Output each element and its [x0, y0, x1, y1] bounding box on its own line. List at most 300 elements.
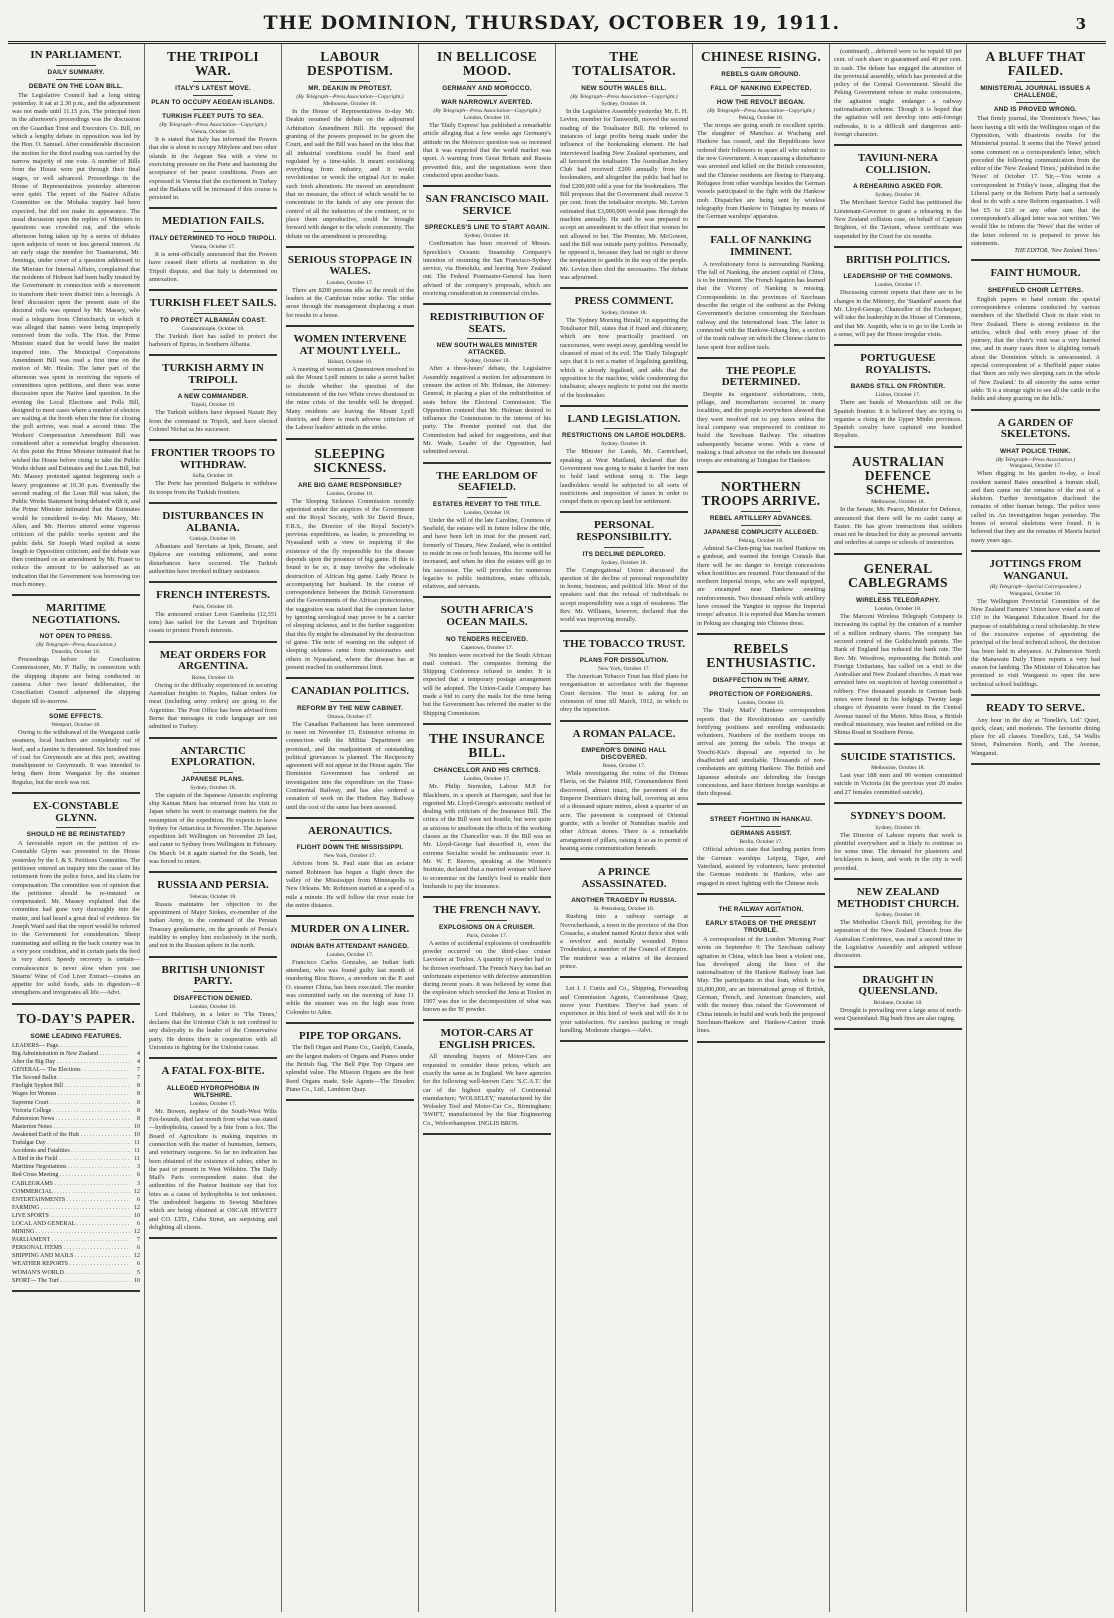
article-body: English papers to hand contain the special correspondence columns conducted by various members of the Sheffield Choir in their visit to New Zealand. There is strong evidence in the articles, which deal with every phase of the journey, that the choir's visit was a very hurried one, and in many cases there is slighting remark about the Dominion which is unwarranted. A special correspondent of a Sheffield paper states that 'there are only two sleeping cars in the whole of New Zealand.' In all sincerity the same writer adds: 'It is a strange sight to see all the cattle in the fields and sheep grazing on the hills.' [971, 295, 1100, 403]
article-dateline: Sydney, October 18. [464, 358, 510, 365]
contents-label: COMMERCIAL . . . [12, 1188, 130, 1196]
article-body: The Bell Organ and Piano Co., Guelph, Canada, are the largest makers of Organs and Pianos under the British flag. The Bell Pipe Top Organs are splendid value. The Mission Organs are the best Reed Organs made. Sole Agents—The Dresden Piano Co., Ltd., Lambton Quay. [286, 1044, 414, 1093]
article-subheading: REBELS GAIN GROUND. [721, 71, 801, 79]
article-divider [286, 325, 414, 327]
article-dateline: St. Petersburg, October 18. [593, 906, 655, 913]
article-subheading: SOME LEADING FEATURES. [30, 1032, 122, 1040]
article-dateline: Cettinje, October 18. [189, 536, 237, 543]
contents-page: 7 [137, 1237, 140, 1244]
article [697, 480, 825, 635]
article-body: Proceedings before the Conciliation Commissioner, Mr. P. Hally, in connection with the shipping dispute are being conducted in camera. After two hours' deliberation, the Conciliation Council adjourned the shipping dispute till to-morrow. [12, 656, 140, 705]
contents-row [12, 1163, 140, 1171]
article-subheading: PROTECTION OF FOREIGNERS. [709, 691, 813, 699]
contents-row [12, 1196, 140, 1204]
headline-rule [741, 81, 781, 82]
article-headline: A GARDEN OF SKELETONS. [997, 416, 1074, 441]
article-body: The Turkish fleet has sailed to protect the harbours of Epirus, in Southern Albania. [149, 332, 277, 348]
article-headline: A FATAL FOX-BITE. [161, 1065, 265, 1078]
article-divider [149, 1237, 277, 1239]
article-byline: (By Telegraph—Special Correspondent.) [989, 584, 1082, 591]
contents-row [12, 1260, 140, 1268]
article-divider [423, 1019, 551, 1021]
headline-rule [330, 939, 370, 940]
article [423, 732, 551, 898]
article-divider [697, 633, 825, 635]
contents-page: 6 [137, 1261, 140, 1268]
article [149, 448, 277, 504]
article-dateline: Sydney, October 18. [601, 441, 647, 448]
article-divider [697, 226, 825, 228]
article [149, 298, 277, 356]
article-divider [149, 502, 277, 504]
article-subheading: EXPLOSIONS ON A CRUISER. [439, 923, 535, 931]
article-subheading: BANDS STILL ON FRONTIER. [850, 383, 946, 391]
article-body: The 'Daily Mail's' Hankow correspondent reports that the Revolutionists are carefully fortifying positions and enrolling enthusiastic volunteers. Numbers of the northern troops on arrival are joining the rebels. The troops at Yoochi-Kia's disposal are reported to be disaffected and unreliable. Thousands of non-combatants are quitting Hankow. The British and Japanese admirals are defending the foreign concessions, and have thirteen foreign warships at their disposal. [697, 707, 825, 798]
article-divider [560, 405, 688, 407]
article-dateline: Vienna, October 17. [190, 243, 236, 250]
contents-page: 10 [134, 1212, 140, 1219]
article-subheading: WIRELESS TELEGRAPHY. [856, 597, 940, 605]
contents-row [12, 1115, 140, 1123]
contents-page: 12 [134, 1188, 140, 1195]
article [149, 1066, 277, 1239]
article-subheading: ITALY DETERMINED TO HOLD TRIPOLI. [149, 234, 277, 242]
article-body: The Sleeping Sickness Commission recently appointed under the auspices of the Government and the Royal Society, with Sir David Bruce, F.R.S., the Director of the Royal Society's previous expeditions, as leader, is proceeding to Nyasaland with a view to inquiring if the existence of the fly responsible for the disease depends upon the presence of big game. If this is found to be so, it may involve the wholesale destruction of African big game. Lady Bruce is accompanying her husband. In the course of correspondence between the British Government and the Governments of the African protectorates, the suggestion was raised that the common factor by ignoring serological may prove to be a carrier of sleeping sickness, and to the further suggestion that this fly might be eliminated by the destruction of game. The note of warning on the subject of sleeping sickness came from missionaries and others in Nyasaland, where the disease has at present reached its southernmost limit. [286, 497, 414, 671]
article-divider [149, 1057, 277, 1059]
article [834, 153, 962, 248]
article-headline: DISTURBANCES IN ALBANIA. [162, 509, 264, 534]
article-headline: A PRINCE ASSASSINATED. [581, 866, 667, 890]
article-dateline: London, October 18. [463, 509, 511, 516]
article-body: In the Legislative Assembly yesterday Mr. E. H. Levien, member for Tamworth, moved the second reading of the Totalisator Bill. He referred to instances of large profits being made under the influence of the bookmaking element. He had interviewed leading New Zealand sportsmen, and all favoured the totalisator. The Australian Jockey Club had received £200 annually from the bookmakers, and altogether the public had had to find £200,000 odd a year for the bookmakers. The Bill proposes that the Government shall receive 5 per cent. from the totalisator receipts. Mr. Levien estimated that £3,000,000 would pass through the machine annually. He said he was prepared to accept an amendment to the effect that women be not allowed to bet. The Premier, Mr. McGowen, said the Bill was outside party politics. Personally, he opposed it, because they had no right to throw the temptation to gamble in the way of the people. Mr. Levien then chid the necessaries. The debate was adjourned. [560, 108, 688, 281]
headline-rule [467, 497, 507, 498]
article-dateline: Peking, October 18. [738, 114, 784, 121]
article-headline: MOTOR-CARS AT ENGLISH PRICES. [439, 1027, 535, 1051]
article-body: The troops are going south in excellent spirits. The slaughter of Manchus at Wuchang and Hankow has ceased, and the Republicans have ordered their followers to spare all who submit to the new Government. A man causing a disturbance was arrested and killed on the British concession, and the Chinese residents are fleeing to Hanyang. Refugees from other warships besides the German vessels participated in the fight with the Hankow mob. Dispatches are being sent by wireless telegraphy from Hankow to Tsingtau by means of the German warships' apparatus. [697, 121, 826, 221]
contents-row [12, 1188, 140, 1196]
article-headline: MARITIME NEGOTIATIONS. [31, 602, 121, 626]
article-headline: TURKISH FLEET SAILS. [149, 297, 277, 310]
article-body: Mr. Philip Snowden, Labour M.P. for Blackburn, in a speech at Harrogate, said that he regretted Mr. Lloyd-George's autocratic method of dealing with criticism of the Insurance Bill. The critics of the Bill were not hostile, but were quite as anxious to ameliorate the effects of the working classes as the Chancellor was. If the Bill was as Mr. Lloyd-George had described it, even the extreme Socialist would be enthusiastic over it. Mr. W. F. Reeves, speaking at the Women's Institute, declared that a married woman will have to economise on the family's food to enable their husbands to pay the insurance. [423, 783, 551, 890]
contents-page: 8 [137, 1091, 140, 1098]
article [149, 216, 277, 291]
article-body: The 'Daily Express' has published a remarkable article alleging that a few weeks ago Germany's attitude on the Morocco question was so incensed that it was expected that the world market was upset. A warning from Great Britain and Russia prevented this, and the negotiations were then conducted upon another basis. [423, 122, 551, 179]
contents-label: Big Administration in New Zealand . . . [12, 1050, 130, 1058]
contents-row [12, 1277, 140, 1285]
headline-rule [467, 632, 507, 633]
article-subheading: ANOTHER TRAGEDY IN RUSSIA. [571, 897, 677, 905]
contents-label: Supreme Court . . . [12, 1099, 130, 1107]
article [697, 642, 825, 806]
article-headline: BRITISH UNIONIST PARTY. [161, 963, 265, 988]
article-headline: THE EARLDOM OF SEAFIELD. [436, 469, 538, 494]
article-headline: THE TRIPOLI WAR. [167, 49, 259, 79]
article-dateline: Sydney, October 18. [875, 912, 921, 919]
article-headline: PRESS COMMENT. [574, 295, 674, 308]
headline-rule [193, 389, 233, 390]
article-divider [149, 737, 277, 739]
article-dateline: Melbourne, October 18. [323, 101, 377, 108]
contents-page: 7 [137, 1067, 140, 1074]
article-headline: CANADIAN POLITICS. [291, 685, 409, 698]
article-divider [423, 723, 551, 725]
article-headline: A BLUFF THAT FAILED. [985, 49, 1086, 79]
article-subheading: FALL OF NANKING EXPECTED. [710, 85, 812, 93]
article-dateline: Sydney, October 18. [190, 784, 236, 791]
contents-row [12, 1269, 140, 1277]
column-7 [830, 44, 967, 1612]
headline-rule [878, 179, 918, 180]
article-headline: PERSONAL RESPONSIBILITY. [576, 519, 672, 543]
article-headline: SLEEPING SICKNESS. [313, 445, 387, 475]
headline-rule [878, 593, 918, 594]
contents-page: 7 [137, 1075, 140, 1082]
article-body: A series of accidental explosions of combustible powder occurred on the third-class cruiser Lavoisier at Toulon. A quantity of powder had to be thrown overboard. The French Navy has had an unfortunate experience with defective ammunition during recent years. It was believed by some that the explosion which wrecked the Jena at Toulon in 1907 was due to the decomposition of what was known as the 'B' powder. [423, 939, 551, 1014]
article-body: The captain of the Japanese Antarctic exploring ship Kainan Maru has returned from his visit to Japan where he went to rearrange matters for the resumption of the expedition. He expects to leave Sydney for Antarctica in November. The Japanese expedition left Wellington on November 29 last, and came to Sydney from Wellington in February. On March 14 it again started for the South, but was forced to return. [149, 791, 277, 866]
article-subheading: A REHEARING ASKED FOR. [853, 183, 943, 191]
headline-rule [741, 511, 781, 512]
article-divider [834, 344, 962, 346]
article-dateline: Paris, October 17. [466, 932, 508, 939]
contents-label: Firelight Syphon Bill . . . [12, 1082, 130, 1090]
article-dateline: Melbourne, October 18. [871, 765, 925, 772]
article-headline: JOTTINGS FROM WANGANUI. [989, 557, 1082, 582]
article-dateline: London, October 18. [737, 700, 785, 707]
article-subheading: REFORM BY THE NEW CABINET. [297, 704, 403, 712]
contents-page: 12 [134, 1229, 140, 1236]
article [286, 924, 414, 1024]
headline-rule [1016, 102, 1056, 103]
article-dateline: Constantinople, October 18. [181, 325, 245, 332]
contents-row [12, 1066, 140, 1074]
contents-row [12, 1147, 140, 1155]
headline-rule [878, 379, 918, 380]
contents-row [12, 1082, 140, 1090]
article-divider [834, 553, 962, 555]
article-headline: SAN FRANCISCO MAIL SERVICE [425, 193, 549, 217]
contents-row [12, 1099, 140, 1107]
article [697, 812, 825, 894]
contents-label: Red Cross Meeting . . . [12, 1171, 130, 1179]
article [560, 50, 688, 289]
headline-rule [604, 428, 644, 429]
article-divider [149, 354, 277, 356]
article-headline: AERONAUTICS. [307, 824, 393, 837]
headline-rule [193, 1081, 233, 1082]
article-headline: IN BELLICOSE MOOD. [436, 49, 537, 79]
article [834, 887, 962, 968]
article [286, 826, 414, 917]
headline-rule [604, 547, 644, 548]
article-body: The Minister for Lands, Mr. Carmichael, speaking at West Maitland, declared that the Government was going to make it harder for men to hold land without using it. The large landholders would be subjected to all sorts of restrictions and imposition of taxes in order to compel them to open up land for settlement. [560, 448, 688, 506]
article-headline: RUSSIA AND PERSIA. [157, 879, 269, 892]
column-6 [693, 44, 830, 1612]
contents-page: 12 [134, 1204, 140, 1211]
article [423, 605, 551, 724]
contents-label: Trafalgar Day . . . [12, 1139, 130, 1147]
article-body: Advices from St. Paul state that an aviator named Robinson has begun a flight down the valley of the Mississippi from Minneapolis to New Orleans. Mr. Robinson started at a speed of a mile a minute. He will follow the river route for the entire distance. [286, 860, 414, 909]
article-divider [286, 1099, 414, 1101]
article [423, 312, 551, 463]
article-body: A revolutionary force is surrounding Nanking. The fall of Nanking, the ancient capital of China, is to be imminent. The French legation has learned that the Viceroy of Nanking is missing. Correspondents in the provinces of Szechuan describe the origin of the outburst as the Peking Government's decision concerning the Szechuan railway and the international loan. The latter is connected with the Hankow-Ichang line, a section of the trunk railway on which the Chinese claim to have spent four million taels. [697, 260, 825, 351]
headline-rule [193, 313, 233, 314]
article-headline: FALL OF NANKING IMMINENT. [710, 234, 812, 258]
article-divider [971, 694, 1100, 696]
article-body: A correspondent of the London 'Morning Post' wrote on September 9: The Szechuan railway agitation in China, which has been a violent one, has developed along the lines of the nationalisation of the Hankow Railway loan last May. The participants in that loan, which is for £6,000,000, are an international group of British, German, French, and American financiers, and with the money thus raised the Government of China intends to build and work both the proposed Szechuan-Hankow and Hankow-Canton trunk lines. [697, 935, 825, 1035]
article [971, 268, 1100, 410]
article-dateline: London, October 17. [463, 776, 511, 783]
article [560, 729, 688, 861]
article-body: There are 8200 persons idle as the result of the leaders at the Cambrian mine strike. The strike arose through the management displacing a man for results to a horse. [286, 286, 414, 319]
article-headline: READY TO SERVE. [986, 702, 1085, 715]
article-divider [423, 303, 551, 305]
contents-label: PARLIAMENT . . . [12, 1236, 130, 1244]
article-headline: SYDNEY'S DOOM. [850, 809, 946, 822]
article-dateline: New York, October 17. [324, 853, 376, 860]
article-body: The Porte has promised Bulgaria to withdraw its troops from the Turkish frontiers. [149, 480, 277, 496]
article [560, 639, 688, 722]
article-headline: REDISTRIBUTION OF SEATS. [429, 311, 545, 335]
article-headline: FRENCH INTERESTS. [156, 589, 270, 602]
article-subheading: SPRECKLES'S LINE TO START AGAIN. [424, 224, 550, 232]
article-divider [834, 1028, 962, 1030]
page-number: 3 [1075, 15, 1086, 33]
article [697, 902, 825, 1043]
article-subheading: STREET FIGHTING IN HANKAU. [709, 816, 813, 824]
article-body: It is stated that Italy has informed the Powers that she is about to occupy Mitylene and two other islands in the Aegean Sea with a view to exercising pressure on the Porte and hastening the acceptance of her peace conditions. Fears are expressed in Vienna that the excitement in Turkey and the Balkans will be increased if this course is persisted in. [149, 136, 277, 202]
article-body: Under the will of the late Caroline, Countess of Seafield, the estates will in future follow the title, and have been left in trust for the present earl, formerly of Timaru, New Zealand, who is entitled to reside in one or both houses, His income will be increased, and when he dies the estates will go to his successor. The will provides for numerous legacies to public institutions, estate officials, relatives, and servants. [423, 516, 551, 591]
contents-page [130, 1042, 140, 1050]
article-body: That firmly journal, the 'Dominion's News,' has been having a tilt with the Wellington organ of the Opposition, with disastrous results for the Ministerial journal. It seems that the 'News' prized some comment on a correspondent's letter, which preceded the following communication from the editor of the 'New Zealand Times,' published in the 'News' of October 17. 'Sir,—You wrote a correspondent in Friday's issue, alleging that the Liberal party or the Reform Party had a seriously deal to do with a new Reform organisation. I will bet £5 to £10 or any other sum that the correspondent's alleged letter was not written.' We would like to inform the 'News' that the writer of the letter referred to is prepared to prove his statements. [971, 115, 1100, 247]
article-dateline: London, October 18. [189, 1003, 237, 1010]
article-divider [12, 594, 140, 596]
article [149, 880, 277, 957]
article-subheading: ITALY'S LATEST MOVE. [175, 85, 251, 93]
article [423, 194, 551, 305]
article-subheading: GERMANS ASSIST. [730, 830, 792, 838]
contents-page: 4 [137, 1051, 140, 1058]
article-divider [423, 185, 551, 187]
contents-row [12, 1042, 140, 1050]
headline-rule [741, 67, 781, 68]
columns [8, 44, 1106, 1612]
article-byline: (By Telegraph—Press Association—Copyright.) [570, 94, 678, 101]
article-subheading: THE RAILWAY AGITATION. [718, 905, 804, 913]
article-headline: SUICIDE STATISTICS. [840, 750, 956, 763]
article-headline: EX-CONSTABLE GLYNN. [33, 800, 119, 824]
article-subheading: TURKISH FLEET PUTS TO SEA. [162, 113, 264, 121]
contents-label: Victoria College . . . [12, 1107, 130, 1115]
article [834, 752, 962, 804]
article-body: The American Tobacco Trust has filed plans for reorganisation in accordance with the Supreme Court decision. The trust is asking for an extension of time till March, 1912, in which to obey the injunction. [560, 673, 688, 714]
article-divider [834, 966, 962, 968]
article [834, 811, 962, 880]
article-subheading: MR. DEAKIN IN PROTEST. [308, 85, 392, 93]
article-body: Owing to the withdrawal of the Wanganui cattle steamers, local butchers are completely out of beef, and a famine is threatened. Six hundred tons of coal for Greymouth are at this port, awaiting transhipment to Greymouth. It was intended to bring them from Wanganui by the steamer Regulus, but the stock was out. [12, 728, 140, 786]
article-body: The Director of Labour reports that work is plentiful everywhere and is likely to continue so for some time. The demand for plasterers and bricklayers is keen, and work in the city is well provided. [834, 831, 962, 872]
article-headline: SERIOUS STOPPAGE IN WALES. [287, 253, 413, 278]
article-headline: NEW ZEALAND METHODIST CHURCH. [836, 886, 960, 910]
article-subheading: DISAFFECTION IN THE ARMY. [712, 677, 810, 685]
article-dateline: London, October 17. [326, 279, 374, 286]
article-headline: WOMEN INTERVENE AT MOUNT LYELL. [293, 333, 407, 357]
headline-rule [467, 81, 507, 82]
headline-rule [56, 79, 96, 80]
article-headline: MEDIATION FAILS. [161, 215, 265, 228]
article-subheading: PLANS FOR DISSOLUTION. [579, 657, 669, 665]
article-subheading: NEW SOUTH WALES MINISTER ATTACKED. [436, 342, 538, 357]
article-headline: THE TOTALISATOR. [572, 49, 676, 79]
headline-rule [193, 81, 233, 82]
article-divider [286, 677, 414, 679]
article [12, 50, 140, 596]
article-body: It is semi-officially announced that the Powers have ceased their efforts at mediation in the Tripoli dispute, and that Italy is determined on annexation. [149, 250, 277, 283]
article [971, 418, 1100, 552]
contents-row [12, 1212, 140, 1220]
contents-label: SPORT— The Turf . . . [12, 1277, 130, 1285]
contents-page: 6 [137, 1245, 140, 1252]
article-body: Last year 188 men and 90 women committed suicide in Victoria (in the previous year 20 males and 27 females committed suicide). [834, 772, 962, 796]
headline-rule [193, 991, 233, 992]
article-dateline: Sydney, October 18. [875, 192, 921, 199]
article-body: Admiral Sa-Chen-ping has reached Hankow on a gunboat, and warned the foreign Consuls that there will be no danger to foreign concessions when hostilities are resumed. Four thousand of the northern Imperial troops, who are well equipped, are encamped near Hankow awaiting reinforcements. Two thousand rebels with artillery have crossed the Yangtze to oppose the Imperial troops' advance. It is reported that Mancha women in Peking are changing into Chinese dress. [697, 544, 825, 627]
contents-label: LIVE SPORTS . . . [12, 1212, 130, 1220]
contents-label: Awakened Earth of the Hutt . . . [12, 1131, 130, 1139]
article-dateline: Hobart, October 18. [327, 359, 373, 366]
article [149, 650, 277, 739]
article-dateline: London, October 17. [874, 282, 922, 289]
article-divider [834, 878, 962, 880]
contents-page: 5 [137, 1269, 140, 1276]
article-subheading: HOW THE REVOLT BEGAN. [716, 99, 806, 107]
contents-label: LEADERS— Page. . . . [12, 1042, 130, 1050]
contents-row [12, 1204, 140, 1212]
contents-page: 11 [134, 1140, 140, 1147]
contents-row [12, 1074, 140, 1082]
contents-page: 8 [137, 1099, 140, 1106]
headline-rule [467, 338, 507, 339]
article-divider [423, 896, 551, 898]
article-divider [286, 246, 414, 248]
contents-label: Palmerston News . . . [12, 1115, 130, 1123]
contents-label: Accidents and Fatalities . . . [12, 1147, 130, 1155]
article-dateline: London, October 18. [463, 115, 511, 122]
article-headline: THE INSURANCE BILL. [428, 730, 546, 761]
contents-page: 11 [134, 1148, 140, 1155]
article-headline: FAINT HUMOUR. [990, 267, 1081, 280]
article-headline: TAVIUNI-NERA COLLISION. [857, 152, 939, 176]
headline-rule [604, 893, 644, 894]
contents-page: 8 [137, 1083, 140, 1090]
contents-row [12, 1220, 140, 1228]
article-divider [560, 1040, 688, 1042]
headline-rule [56, 709, 96, 710]
contents-label: SHIPPING AND MAILS . . . [12, 1252, 130, 1260]
article-dateline: Melbourne, October 18. [871, 499, 925, 506]
article-dateline: Rome, October 18. [191, 674, 235, 681]
contents-row [12, 1058, 140, 1066]
article [149, 363, 277, 441]
article-divider [834, 802, 962, 804]
article-divider [286, 915, 414, 917]
article [697, 50, 825, 228]
article-headline: TURKISH ARMY IN TRIPOLI. [162, 362, 264, 386]
article-headline: BRITISH POLITICS. [846, 253, 950, 266]
article-subheading: ARE BIG GAME RESPONSIBLE? [297, 481, 403, 489]
article [423, 1028, 551, 1135]
article [286, 1031, 414, 1101]
headline-rule [878, 269, 918, 270]
article-subheading: FLIGHT DOWN THE MISSISSIPPI. [296, 844, 404, 852]
contents-page: 6 [137, 1172, 140, 1179]
article-subheading: NOT OPEN TO PRESS. [39, 633, 113, 641]
contents-label: PERSONAL ITEMS . . . [12, 1244, 130, 1252]
contents-label: Maritime Negotiations . . . [12, 1163, 130, 1171]
headline-rule [56, 629, 96, 630]
article-subheading: PLAN TO OCCUPY AEGEAN ISLANDS. [151, 99, 275, 107]
contents-page: 8 [137, 1107, 140, 1114]
article-body: The 'Sydney Morning Herald,' in supporting the Totalisator Bill, states that if fraud and chicanery, which are now practically practised on racecourses, were swept away, gambling would be cleansed of most of its evil. The 'Daily Telegraph' says that it is not a matter of legalising gambling, which is already legalised, and adds that the opposition to the machine, while condemning the totalisator, always neglects to point out the merits of the bookmaker. [560, 316, 688, 399]
headline-rule [741, 95, 781, 96]
article [697, 366, 825, 473]
article [286, 686, 414, 819]
contents-row [12, 1090, 140, 1098]
article-headline: REBELS ENTHUSIASTIC. [706, 640, 816, 671]
article-subheading: EMPEROR'S DINING HALL DISCOVERED. [581, 747, 667, 762]
column-3 [282, 44, 419, 1612]
contents-row [12, 1131, 140, 1139]
contents-row [12, 1107, 140, 1115]
article-divider [697, 893, 825, 895]
article-subheading: REBEL ARTILLERY ADVANCES. [709, 514, 813, 522]
article [834, 255, 962, 346]
article-divider [286, 438, 414, 440]
article-subheading: NO TENDERS RECEIVED. [445, 635, 529, 643]
article-subheading: RESTRICTIONS ON LARGE HOLDERS. [562, 432, 686, 440]
article-body: A favourable report on the petition of ex-Constable Glynn was presented to the House yesterday by the I. & S. Petitions Committee. The petitioner entered an inquiry into the cause of his retirement from the police force, and his claim for compensation. The committee was of opinion that the petitioner should be re-instated or compensated. Mr. Massey explained that the committee had gone very thoroughly into the matter, and had heard a great deal of evidence. Sir Joseph Ward said that the report would be referred to the Government for consideration. Sheep ruminating and selling in the back country was in a very poor condition, and in certain parts the feed is very short. Speedy recovery is certain—convalescence is never slow when you use Stearns' Wine of Cod Liver Extract—creates an appetite for solid foods, aids in digestion—it strengthens and invigorates all life.—Advt. [12, 840, 140, 997]
article-divider [149, 641, 277, 643]
article-headline: MURDER ON A LINER. [290, 923, 410, 936]
article-body: Albanians and Servians at Ipek, Broane, and Djakova are resisting enlistment, and some disturbances have occurred. The Turkish authorities have invoked military assistance. [149, 543, 277, 575]
article-dateline: Capetown, October 17. [461, 644, 513, 651]
headline-rule [193, 95, 233, 96]
headline-rule [193, 109, 233, 110]
contents-row [12, 1155, 140, 1163]
contents-label: WOMAN'S WORLD . . . [12, 1269, 130, 1277]
article-divider [149, 289, 277, 291]
article-divider [423, 596, 551, 598]
article [560, 296, 688, 407]
article-subheading: MINISTERIAL JOURNAL ISSUES A CHALLENGE, [980, 85, 1091, 100]
headline-rule [741, 916, 781, 917]
article-body: No tenders were received for the South African mail contract. The companies forming the Shipping Conference refused to tender. It is expected that a temporary postage arrangement will be adopted. The Union-Castle Company has made a bid to carry the mails for the time being but the Government has referred the matter to the Shipping Commission. [423, 651, 551, 717]
article-headline: GENERAL CABLEGRAMS [848, 560, 948, 590]
article-subheading: DEBATE ON THE LOAN BILL. [28, 82, 124, 90]
contents-page: 12 [134, 1253, 140, 1260]
article-body: A meeting of women at Queenstown resolved to ask the Mount Lyell miners to take a secret ballot to decide whether the question of the reinstatement of the two White crews dismissed in the mine crisis of the trouble will be dropped. Many residents are leaving the Mount Lyell districts, and there is much adverse criticism of the Labour leaders' attitude in the strike. [286, 366, 414, 432]
contents-label: CABLEGRAMS . . . [12, 1180, 130, 1188]
contents-row [12, 1050, 140, 1058]
article-body: Owing to the difficulty experienced in securing Australian freights to Naples, Italian orders for meat (including army orders) are going to the Argentine. The Post Office has been advised from Berne that messages in code language are not admitted to Turkey. [149, 681, 277, 731]
contents-page: 6 [137, 1196, 140, 1203]
column-4 [419, 44, 556, 1612]
article-body: Official advices state that landing parties from the German warships Leipzig, Tiger, and Vaterland, assisted by volunteers, have protected the German residents in Hankow, who are engaged in street fighting with the Chinese mob. [697, 846, 825, 887]
headline-rule [56, 827, 96, 828]
headline-rule [330, 478, 370, 479]
headline-rule [330, 81, 370, 82]
article-divider [834, 446, 962, 448]
article-headline: NORTHERN TROOPS ARRIVE. [701, 478, 821, 508]
